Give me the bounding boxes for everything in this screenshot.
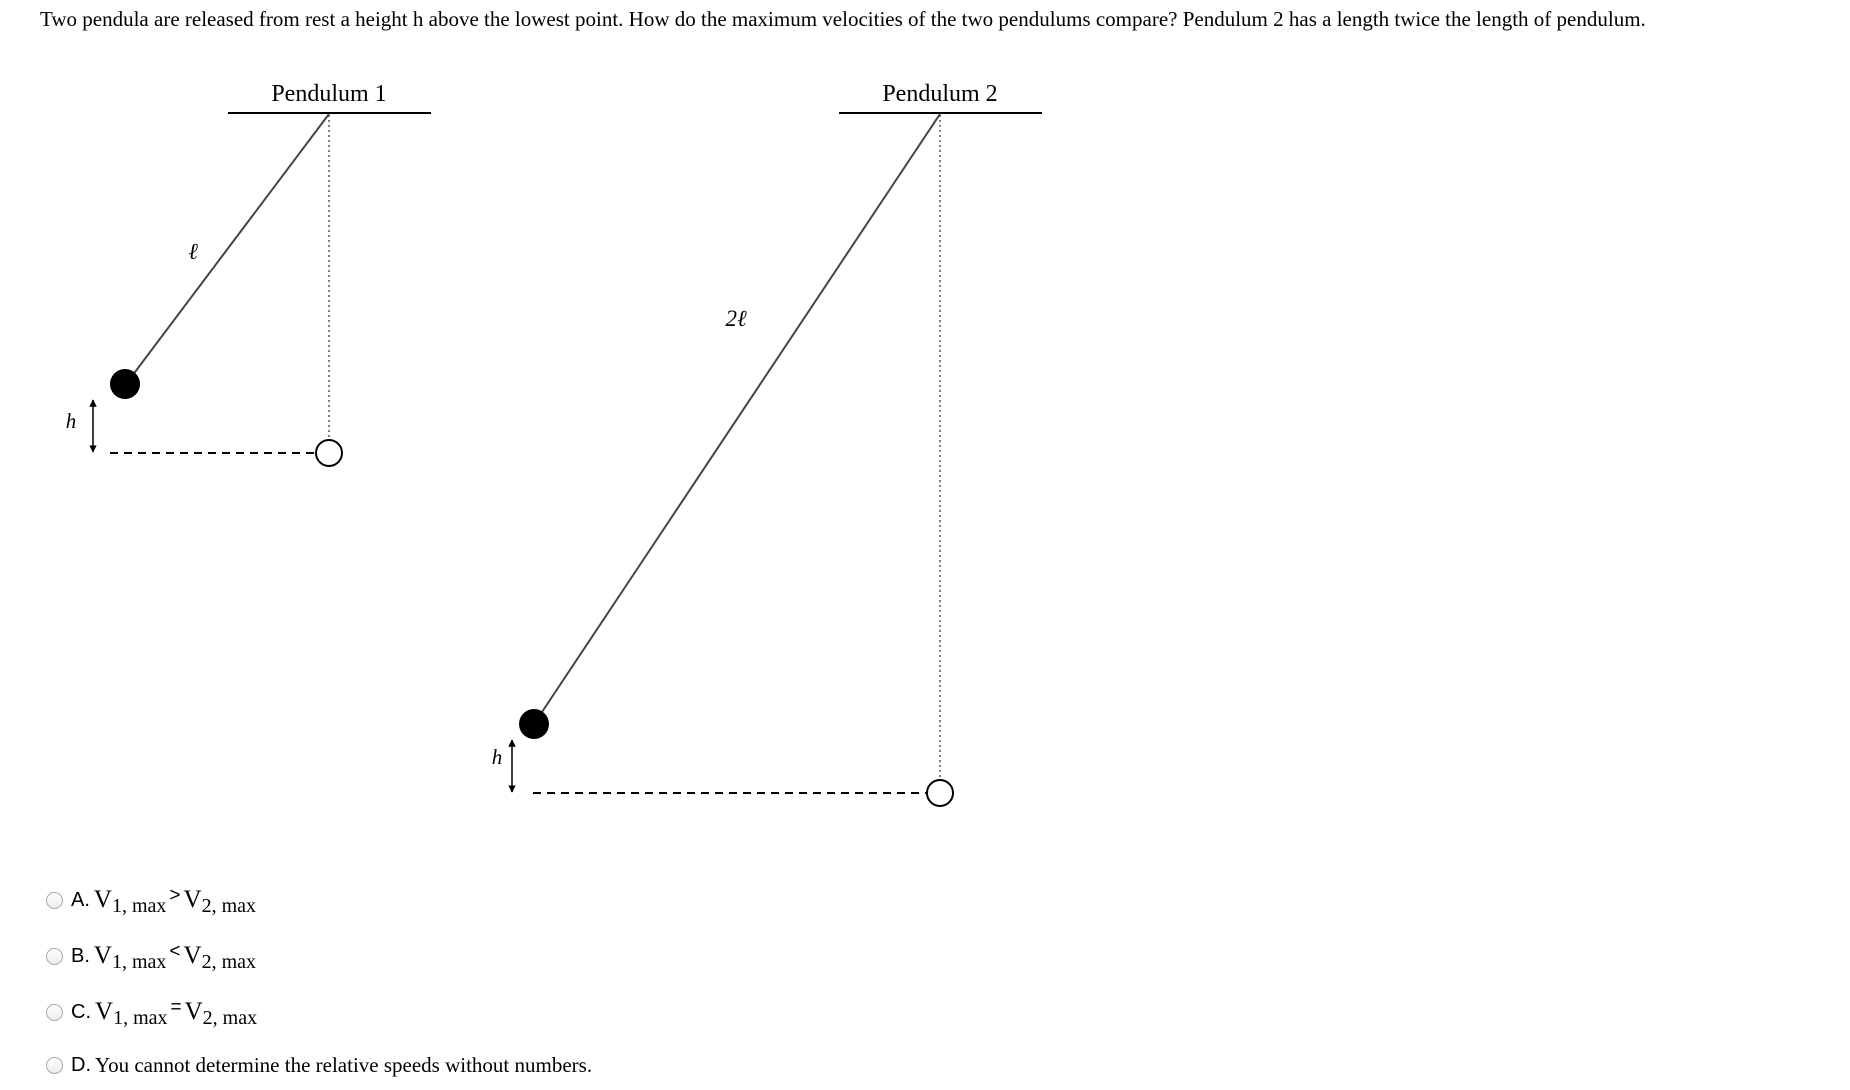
pendulum-1-length-label: ℓ <box>188 239 198 264</box>
option-d-letter: D. <box>71 1053 91 1076</box>
pendulum-2-length-label: 2ℓ <box>725 306 747 331</box>
option-c-radio[interactable] <box>46 1004 63 1021</box>
option-d-text: You cannot determine the relative speeds without numbers. <box>95 1052 593 1077</box>
option-a-letter: A. <box>71 888 90 911</box>
option-c-v1: V <box>95 998 114 1025</box>
option-b-relation: < <box>169 941 181 962</box>
option-b-v1: V <box>93 942 112 969</box>
option-a-v1: V <box>93 886 112 913</box>
option-a-sub2: 2, max <box>201 895 257 917</box>
option-a-v2: V <box>183 886 202 913</box>
option-d-radio[interactable] <box>46 1057 63 1074</box>
answer-options <box>46 872 846 1090</box>
option-b-sub1: 1, max <box>111 951 167 973</box>
pendulum-1-height-label: h <box>65 409 77 433</box>
option-c-relation: = <box>170 997 182 1018</box>
option-a[interactable] <box>46 872 846 928</box>
option-b-v2: V <box>183 942 202 969</box>
pendulum-2-title: Pendulum 2 <box>882 81 998 107</box>
option-c-expression <box>95 997 258 1029</box>
pendulum-2-bob-lowest <box>927 780 953 806</box>
option-c-sub2: 2, max <box>202 1007 258 1029</box>
pendulum-1-title: Pendulum 1 <box>271 81 387 107</box>
pendulum-2-bob-release <box>519 709 549 739</box>
option-b[interactable] <box>46 928 846 984</box>
option-c[interactable] <box>46 984 846 1040</box>
option-a-sub1: 1, max <box>111 895 167 917</box>
option-d[interactable] <box>46 1040 846 1090</box>
option-a-radio[interactable] <box>46 892 63 909</box>
option-b-radio[interactable] <box>46 948 63 965</box>
option-b-letter: B. <box>71 944 90 967</box>
option-a-expression <box>93 885 257 917</box>
pendulum-1-bob-lowest <box>316 440 342 466</box>
question-text: Two pendula are released from rest a height h above the lowest point. How do the maximum velocities of the two pendulums compare? Pendulum 2 has a length twice the length of pendulum. <box>40 7 1646 31</box>
option-c-v2: V <box>184 998 203 1025</box>
pendulum-1 <box>66 81 431 466</box>
option-c-letter: C. <box>71 1000 91 1023</box>
option-b-expression <box>93 941 257 973</box>
pendulum-2 <box>492 81 1042 806</box>
option-b-sub2: 2, max <box>201 951 257 973</box>
option-c-sub1: 1, max <box>113 1007 168 1029</box>
pendulum-1-bob-release <box>110 369 140 399</box>
pendulum-1-string <box>126 114 329 384</box>
pendulum-2-string <box>534 114 940 724</box>
pendulum-2-height-label: h <box>491 745 503 769</box>
option-a-relation: > <box>169 885 181 906</box>
